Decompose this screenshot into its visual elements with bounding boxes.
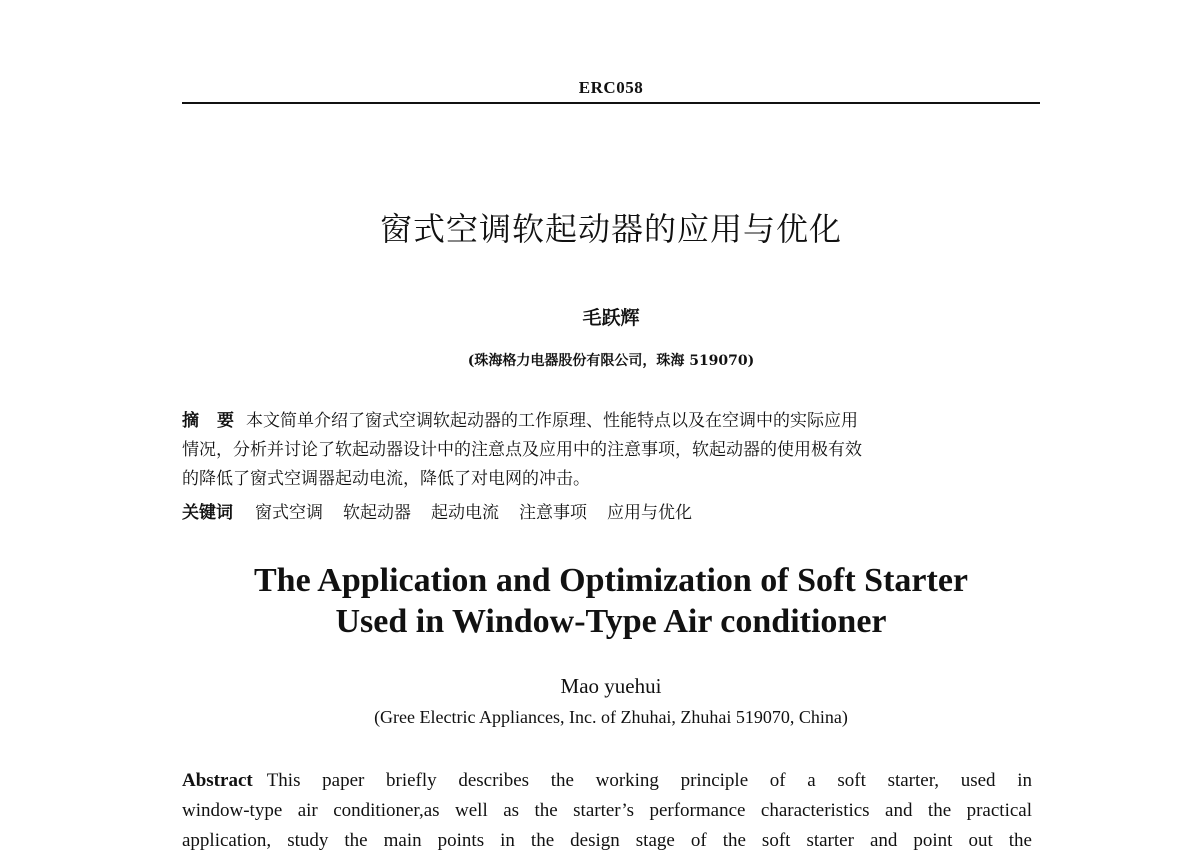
abstract-label-char: 要 [217, 411, 234, 431]
chinese-abstract-text: 本文简单介绍了窗式空调软起动器的工作原理、性能特点以及在空调中的实际应用 [246, 411, 858, 431]
english-affiliation: (Gree Electric Appliances, Inc. of Zhuhai, Zhuhai 519070, China) [374, 707, 848, 727]
english-title [182, 560, 1040, 642]
document-code: ERC058 [578, 78, 644, 97]
keyword: 起动电流 [431, 503, 499, 523]
english-author: Mao yuehui [560, 674, 662, 698]
keyword: 注意事项 [519, 503, 587, 523]
english-title-line: Used in Window-Type Air conditioner [335, 603, 887, 640]
english-abstract-label: Abstract [182, 770, 253, 791]
chinese-title: 窗式空调软起动器的应用与优化 [379, 210, 842, 248]
english-abstract-line [182, 766, 1032, 796]
chinese-author: 毛跃辉 [582, 307, 640, 329]
english-title-line: The Application and Optimization of Soft Starter [253, 562, 969, 599]
chinese-abstract-line [182, 407, 1034, 436]
chinese-abstract [182, 407, 1034, 494]
english-abstract [182, 766, 1032, 856]
chinese-abstract-line: 情况，分析并讨论了软起动器设计中的注意点及应用中的注意事项，软起动器的使用极有效 [182, 440, 862, 460]
chinese-keywords [182, 499, 1034, 528]
chinese-abstract-label [182, 411, 234, 431]
keyword: 窗式空调 [255, 503, 323, 523]
keyword: 应用与优化 [607, 503, 692, 523]
header-rule [182, 102, 1040, 104]
english-abstract-text: This paper briefly describes the working principle of a soft starter, used in [266, 770, 1032, 791]
english-abstract-line: window-type air conditioner,as well as the starter’s performance characteristics and the practical [182, 800, 1032, 821]
keyword: 软起动器 [343, 503, 411, 523]
chinese-abstract-line: 的降低了窗式空调器起动电流，降低了对电网的冲击。 [182, 469, 590, 489]
abstract-label-char: 摘 [182, 411, 199, 431]
english-abstract-line: application, study the main points in the design stage of the soft starter and point out the [182, 830, 1032, 851]
chinese-keywords-label: 关键词 [182, 503, 233, 523]
chinese-affiliation: (珠海格力电器股份有限公司，珠海 519070) [467, 353, 755, 369]
